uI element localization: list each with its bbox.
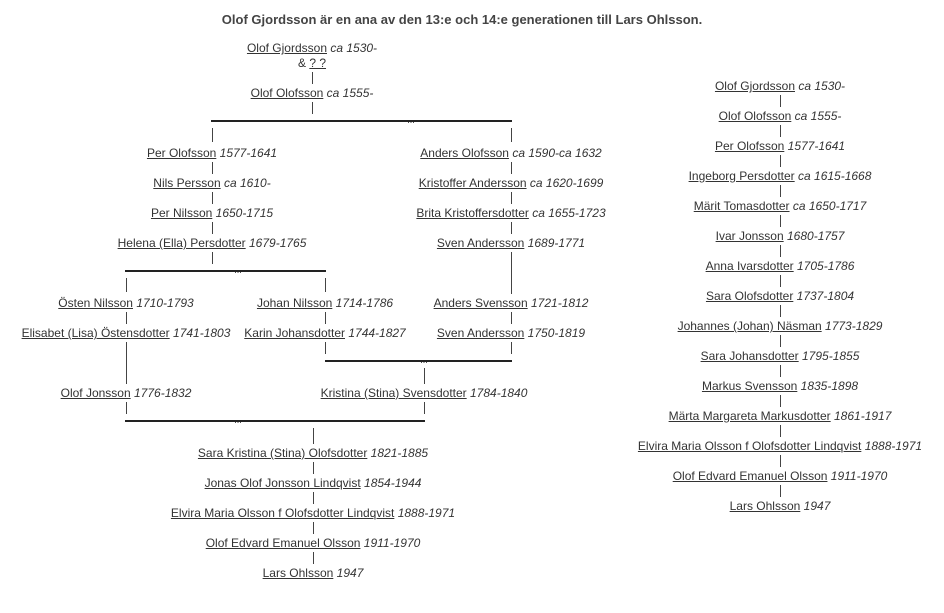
spouse-link[interactable]: ? ? <box>309 56 327 70</box>
person-dates: 1689-1771 <box>527 236 586 250</box>
person-dates: 1577-1641 <box>787 139 846 153</box>
person-dates: ca 1620-1699 <box>529 176 604 190</box>
connector-line <box>780 155 781 167</box>
chain-entry <box>706 259 855 273</box>
connector-line <box>780 245 781 257</box>
person-dates: 1714-1786 <box>335 296 394 310</box>
person-dates: 1835-1898 <box>800 379 859 393</box>
connector-line <box>511 128 512 142</box>
person-entry <box>321 386 528 400</box>
person-dates: 1861-1917 <box>834 409 892 423</box>
connector-line <box>325 278 326 292</box>
person-link[interactable]: Markus Svensson <box>701 379 798 393</box>
connector-line <box>780 485 781 497</box>
person-dates: ca 1650-1717 <box>792 199 867 213</box>
branch-line <box>325 360 512 362</box>
connector-line <box>780 215 781 227</box>
branch-dots: ... <box>234 265 242 275</box>
person-entry <box>420 146 601 160</box>
chain-entry <box>669 409 892 423</box>
person-dates: 1705-1786 <box>797 259 855 273</box>
person-entry <box>247 41 377 55</box>
person-dates: 1821-1885 <box>370 446 429 460</box>
person-link[interactable]: Anders Svensson <box>433 296 528 310</box>
connector-line <box>313 462 314 474</box>
person-link[interactable]: Anna Ivarsdotter <box>705 259 794 273</box>
person-dates: 1773-1829 <box>825 319 883 333</box>
connector-line <box>212 252 213 264</box>
person-link[interactable]: Sven Andersson <box>436 326 525 340</box>
connector-line <box>312 102 313 114</box>
connector-line <box>780 455 781 467</box>
person-link[interactable]: Olof Edvard Emanuel Olsson <box>672 469 828 483</box>
connector-line <box>325 342 326 354</box>
person-link[interactable]: Kristina (Stina) Svensdotter <box>320 386 467 400</box>
person-dates: 1795-1855 <box>802 349 860 363</box>
person-entry <box>437 326 585 340</box>
connector-line <box>511 162 512 174</box>
connector-line <box>511 312 512 324</box>
branch-dots: ... <box>420 355 428 365</box>
connector-line <box>780 95 781 107</box>
person-dates: 1679-1765 <box>249 236 307 250</box>
person-link[interactable]: Elvira Maria Olsson f Olofsdotter Lindqvist <box>170 506 395 520</box>
person-link[interactable]: Johan Nilsson <box>256 296 333 310</box>
person-link[interactable]: Anders Olofsson <box>420 146 509 160</box>
person-entry <box>437 236 585 250</box>
person-entry <box>416 206 605 220</box>
chain-entry <box>702 379 858 393</box>
person-entry <box>171 506 455 520</box>
person-dates: ca 1590-ca 1632 <box>512 146 602 160</box>
person-link[interactable]: Johannes (Johan) Näsman <box>677 319 822 333</box>
chain-entry <box>678 319 883 333</box>
person-entry <box>263 566 364 580</box>
connector-line <box>313 552 314 564</box>
connector-line <box>511 222 512 234</box>
chain-entry <box>715 139 845 153</box>
person-dates: 1710-1793 <box>136 296 194 310</box>
person-link[interactable]: Per Nilsson <box>150 206 213 220</box>
person-entry <box>118 236 307 250</box>
person-dates: 1750-1819 <box>527 326 586 340</box>
person-link[interactable]: Olof Olofsson <box>718 109 792 123</box>
connector-line <box>780 395 781 407</box>
spouse-prefix: & <box>297 56 310 70</box>
person-link[interactable]: Sara Johansdotter <box>700 349 799 363</box>
person-dates: ca 1655-1723 <box>532 206 606 220</box>
chain-entry <box>730 499 831 513</box>
connector-line <box>126 312 127 324</box>
connector-line <box>511 192 512 204</box>
person-dates: 1947 <box>336 566 364 580</box>
person-entry <box>22 326 231 340</box>
person-dates: 1650-1715 <box>215 206 274 220</box>
person-dates: 1721-1812 <box>531 296 589 310</box>
person-entry <box>151 206 273 220</box>
person-dates: ca 1555- <box>794 109 842 123</box>
branch-line <box>211 120 512 122</box>
chain-entry <box>719 109 842 123</box>
person-entry <box>434 296 589 310</box>
person-link[interactable]: Östen Nilsson <box>58 296 133 310</box>
person-dates: ca 1555- <box>326 86 374 100</box>
person-entry <box>244 326 405 340</box>
page-title: Olof Gjordsson är en ana av den 13:e och 14:e generationen till Lars Ohlsson. <box>221 12 703 27</box>
connector-line <box>780 305 781 317</box>
person-dates: 1741-1803 <box>173 326 231 340</box>
connector-line <box>313 522 314 534</box>
person-dates: 1947 <box>803 499 831 513</box>
connector-line <box>212 162 213 174</box>
connector-line <box>511 252 512 294</box>
chain-entry <box>701 349 860 363</box>
person-link[interactable]: Olof Gjordsson <box>714 79 795 93</box>
person-entry <box>147 146 277 160</box>
chain-entry <box>689 169 872 183</box>
chain-entry <box>706 289 854 303</box>
person-dates: ca 1610- <box>224 176 271 190</box>
person-link[interactable]: Brita Kristoffersdotter <box>416 206 529 220</box>
person-link[interactable]: Jonas Olof Jonsson Lindqvist <box>204 476 361 490</box>
chain-entry <box>638 439 922 453</box>
connector-line <box>780 185 781 197</box>
connector-line <box>126 278 127 292</box>
connector-line <box>780 275 781 287</box>
person-dates: 1744-1827 <box>348 326 406 340</box>
person-link[interactable]: Ingeborg Persdotter <box>688 169 795 183</box>
person-link[interactable]: Per Olofsson <box>714 139 785 153</box>
connector-line <box>780 365 781 377</box>
person-dates: 1888-1971 <box>864 439 923 453</box>
person-dates: 1854-1944 <box>364 476 422 490</box>
person-link[interactable]: Olof Edvard Emanuel Olsson <box>205 536 361 550</box>
person-dates: 1784-1840 <box>470 386 528 400</box>
spouse-entry <box>298 56 326 70</box>
person-link[interactable]: Karin Johansdotter <box>244 326 345 340</box>
connector-line <box>126 342 127 384</box>
chain-entry <box>673 469 888 483</box>
person-entry <box>153 176 270 190</box>
connector-line <box>424 402 425 414</box>
person-dates: 1888-1971 <box>397 506 456 520</box>
person-link[interactable]: Elvira Maria Olsson f Olofsdotter Lindqvist <box>637 439 862 453</box>
person-link[interactable]: Sven Andersson <box>436 236 525 250</box>
person-entry <box>206 536 421 550</box>
person-entry <box>257 296 393 310</box>
connector-line <box>126 402 127 414</box>
person-link[interactable]: Elisabet (Lisa) Östensdotter <box>21 326 170 340</box>
branch-dots: ... <box>234 415 242 425</box>
connector-line <box>313 492 314 504</box>
chain-entry <box>694 199 867 213</box>
person-dates: ca 1530- <box>330 41 378 55</box>
person-link[interactable]: Olof Gjordsson <box>246 41 327 55</box>
person-dates: 1911-1970 <box>830 469 888 483</box>
person-dates: ca 1615-1668 <box>798 169 872 183</box>
branch-line <box>125 270 326 272</box>
person-dates: 1577-1641 <box>219 146 278 160</box>
person-entry <box>205 476 422 490</box>
connector-line <box>313 428 314 444</box>
connector-line <box>212 192 213 204</box>
connector-line <box>511 342 512 354</box>
person-entry <box>61 386 192 400</box>
person-link[interactable]: Sara Olofsdotter <box>705 289 794 303</box>
person-entry <box>419 176 604 190</box>
branch-dots: ... <box>407 115 415 125</box>
branch-line <box>125 420 425 422</box>
person-link[interactable]: Lars Ohlsson <box>729 499 801 513</box>
person-dates: ca 1530- <box>798 79 846 93</box>
connector-line <box>780 425 781 437</box>
connector-line <box>312 72 313 84</box>
connector-line <box>424 368 425 384</box>
chain-entry <box>715 79 845 93</box>
person-entry <box>251 86 374 100</box>
connector-line <box>325 312 326 324</box>
person-link[interactable]: Kristoffer Andersson <box>418 176 527 190</box>
person-link[interactable]: Olof Jonsson <box>60 386 131 400</box>
person-entry <box>198 446 428 460</box>
connector-line <box>212 128 213 142</box>
person-link[interactable]: Märit Tomasdotter <box>693 199 790 213</box>
connector-line <box>212 222 213 234</box>
person-dates: 1680-1757 <box>787 229 845 243</box>
person-link[interactable]: Helena (Ella) Persdotter <box>117 236 246 250</box>
person-link[interactable]: Per Olofsson <box>146 146 217 160</box>
person-link[interactable]: Ivar Jonsson <box>715 229 784 243</box>
connector-line <box>780 125 781 137</box>
person-dates: 1737-1804 <box>796 289 855 303</box>
person-link[interactable]: Märta Margareta Markusdotter <box>668 409 831 423</box>
person-link[interactable]: Sara Kristina (Stina) Olofsdotter <box>197 446 368 460</box>
connector-line <box>780 335 781 347</box>
person-dates: 1776-1832 <box>134 386 192 400</box>
person-dates: 1911-1970 <box>363 536 421 550</box>
person-link[interactable]: Lars Ohlsson <box>262 566 334 580</box>
chain-entry <box>716 229 845 243</box>
person-link[interactable]: Nils Persson <box>153 176 221 190</box>
person-entry <box>58 296 193 310</box>
person-link[interactable]: Olof Olofsson <box>250 86 324 100</box>
